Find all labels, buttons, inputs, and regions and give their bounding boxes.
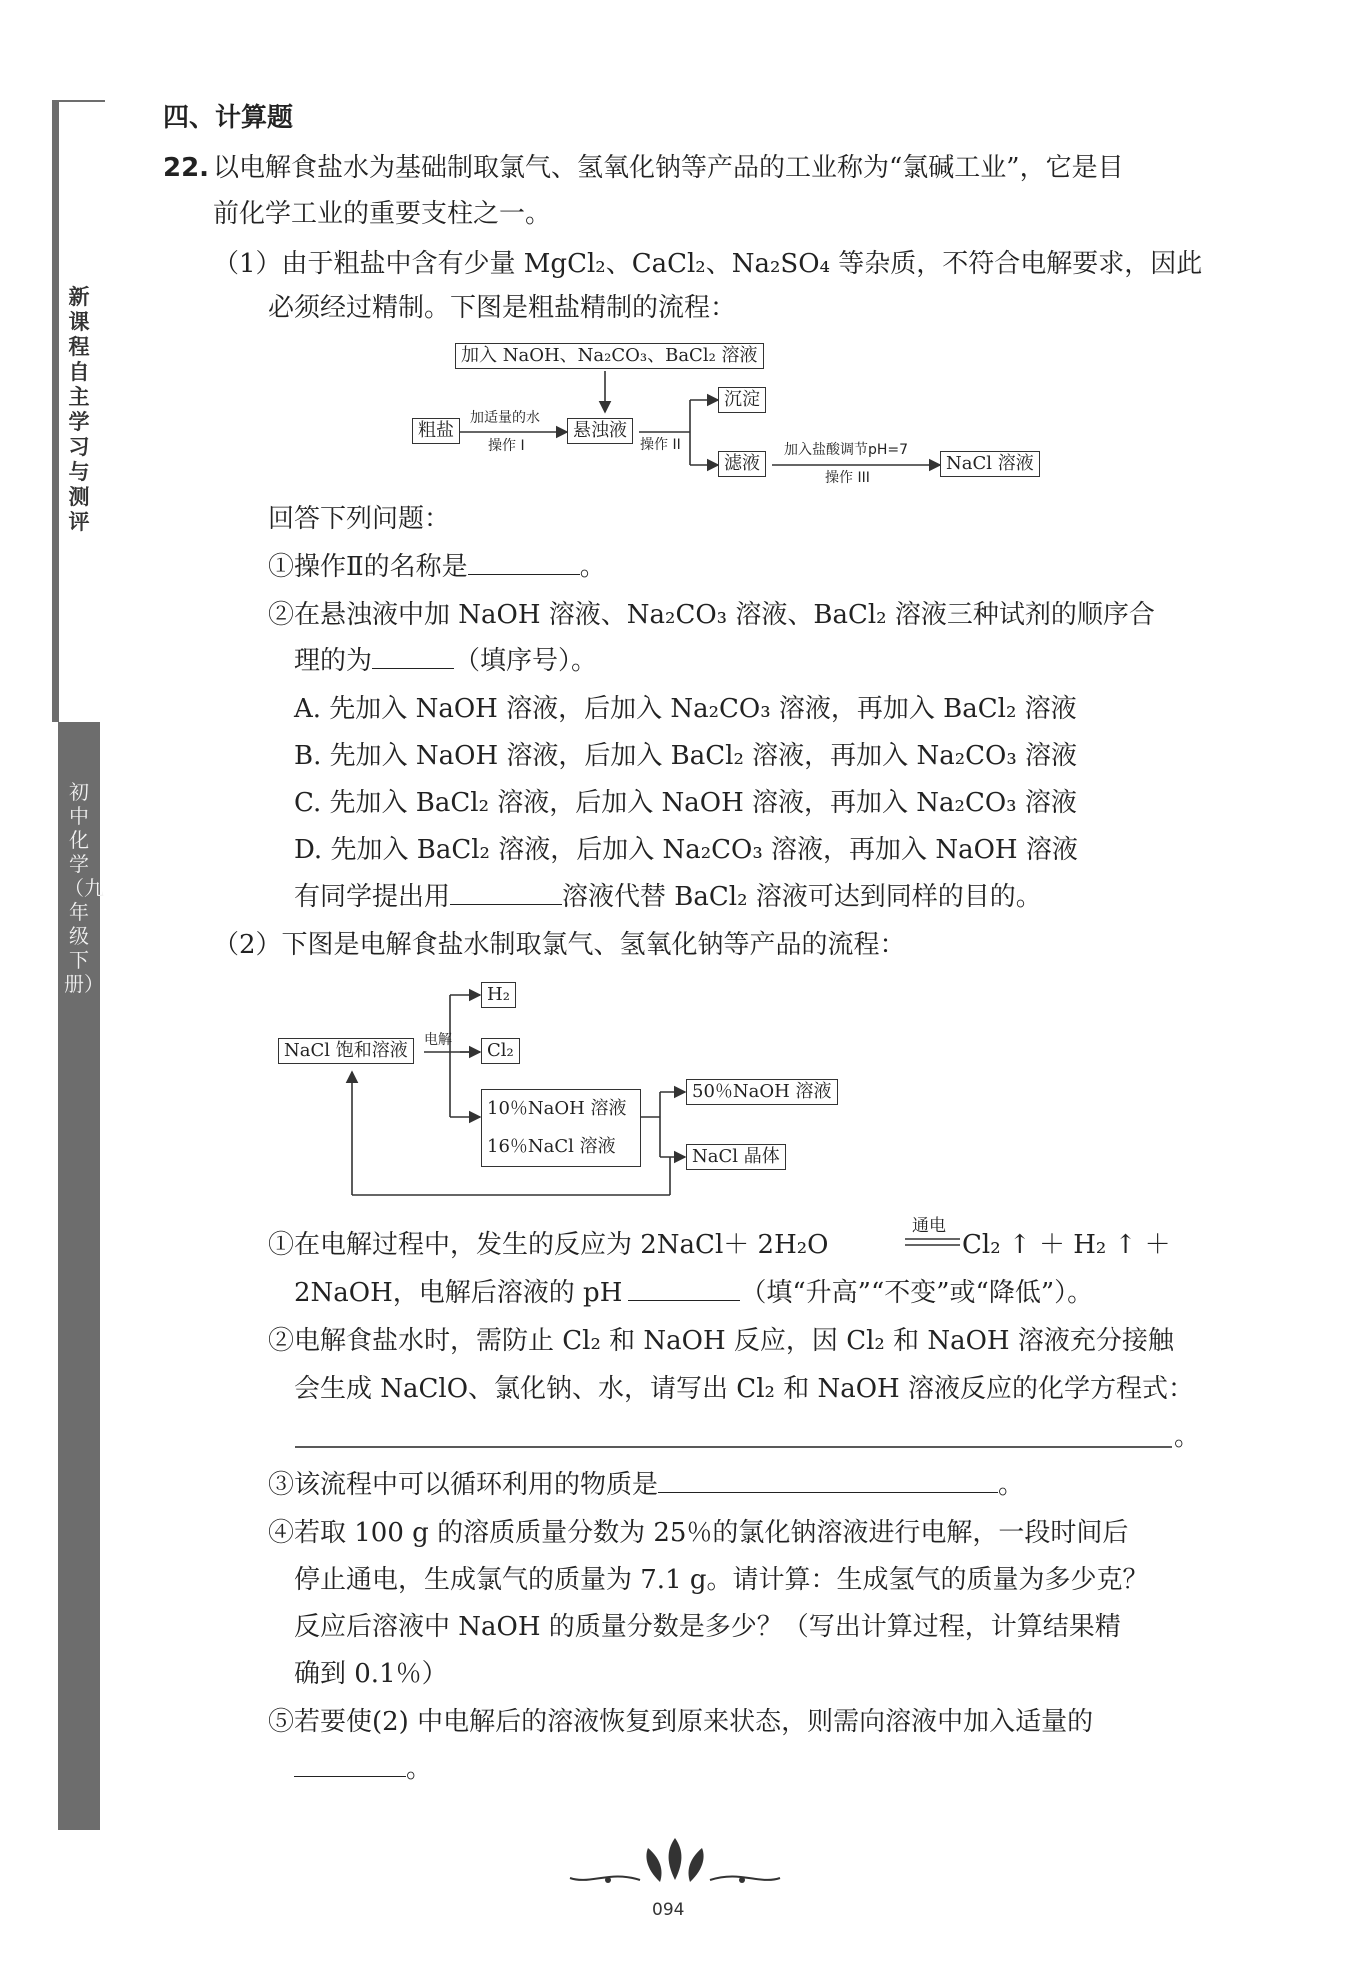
h2-box: H₂ bbox=[481, 982, 516, 1008]
ph-end: （填“升高”“不变”或“降低”）。 bbox=[740, 1278, 1094, 1308]
part1-q2-line1: ②在悬浊液中加 NaOH 溶液、Na₂CO₃ 溶液、BaCl₂ 溶液三种试剂的顺序合 bbox=[268, 600, 1155, 630]
nacl-saturated-box: NaCl 饱和溶液 bbox=[278, 1038, 414, 1064]
answer-blank[interactable] bbox=[658, 1468, 998, 1493]
part1-q1 bbox=[268, 550, 606, 584]
answer-blank[interactable] bbox=[468, 550, 580, 575]
part2-q4-line3: 反应后溶液中 NaOH 的质量分数是多少？（写出计算过程，计算结果精 bbox=[294, 1612, 1121, 1642]
option-a: A. 先加入 NaOH 溶液，后加入 Na₂CO₃ 溶液，再加入 BaCl₂ 溶液 bbox=[294, 694, 1077, 724]
electrolysis-label: 电解 bbox=[424, 1032, 452, 1048]
option-d: D. 先加入 BaCl₂ 溶液，后加入 Na₂CO₃ 溶液，再加入 NaOH 溶液 bbox=[294, 835, 1078, 865]
part2-q2-end: 。 bbox=[1174, 1422, 1201, 1452]
step1-top-label: 加适量的水 bbox=[470, 410, 540, 426]
section-heading: 四、计算题 bbox=[163, 103, 294, 133]
ph-text: 2NaOH，电解后溶液的 pH bbox=[294, 1278, 623, 1308]
alternative-text: 有同学提出用 bbox=[294, 882, 451, 912]
cl2-box: Cl₂ bbox=[481, 1038, 520, 1064]
nacl-crystal-box: NaCl 晶体 bbox=[686, 1144, 786, 1170]
step3-top-label: 加入盐酸调节pH=7 bbox=[784, 442, 909, 458]
part1-q2-end: （填序号）。 bbox=[454, 646, 598, 676]
reagent-box: 加入 NaOH、Na₂CO₃、BaCl₂ 溶液 bbox=[455, 343, 764, 369]
answer-blank[interactable] bbox=[628, 1276, 740, 1301]
precipitate-box: 沉淀 bbox=[718, 387, 766, 413]
filtrate-box: 滤液 bbox=[718, 451, 766, 477]
answer-blank[interactable] bbox=[372, 644, 454, 669]
part1-q1-text: ①操作Ⅱ的名称是 bbox=[268, 552, 468, 582]
part2-q2-line2: 会生成 NaClO、氯化钠、水，请写出 Cl₂ 和 NaOH 溶液反应的化学方程式： bbox=[294, 1374, 1194, 1404]
equation-reactants: ①在电解过程中，发生的反应为 2NaCl＋ 2H₂O bbox=[268, 1230, 829, 1260]
question-number: 22. bbox=[163, 153, 210, 183]
step1-bottom-label: 操作 I bbox=[488, 438, 525, 454]
part2-line-1: （2）下图是电解食盐水制取氯气、氢氧化钠等产品的流程： bbox=[213, 930, 906, 960]
part2-q4-line4: 确到 0.1％） bbox=[294, 1659, 448, 1689]
naoh-50-box: 50％NaOH 溶液 bbox=[686, 1079, 838, 1105]
part1-line-2: 必须经过精制。下图是粗盐精制的流程： bbox=[268, 293, 737, 323]
part2-q5-line1: ⑤若要使(2) 中电解后的溶液恢复到原来状态，则需向溶液中加入适量的 bbox=[268, 1707, 1094, 1737]
option-c: C. 先加入 BaCl₂ 溶液，后加入 NaOH 溶液，再加入 Na₂CO₃ 溶液 bbox=[294, 788, 1077, 818]
crude-salt-box: 粗盐 bbox=[412, 418, 460, 444]
part2-q4-line1: ④若取 100 g 的溶质质量分数为 25％的氯化钠溶液进行电解，一段时间后 bbox=[268, 1518, 1129, 1548]
part1-line-1: （1）由于粗盐中含有少量 MgCl₂、CaCl₂、Na₂SO₄ 等杂质，不符合电解要求，因此 bbox=[213, 249, 1203, 279]
part2-q3 bbox=[268, 1468, 1024, 1502]
equation-products: Cl₂ ↑ ＋ H₂ ↑ ＋ bbox=[962, 1230, 1171, 1260]
step3-bottom-label: 操作 III bbox=[825, 470, 870, 486]
page-number: 094 bbox=[652, 1900, 685, 1920]
part1-q2-line2 bbox=[294, 644, 597, 678]
intro-line-2: 前化学工业的重要支柱之一。 bbox=[213, 199, 552, 229]
part2-q4-line2: 停止通电，生成氯气的质量为 7.1 g。请计算：生成氢气的质量为多少克？ bbox=[294, 1565, 1149, 1595]
nacl-solution-box: NaCl 溶液 bbox=[940, 451, 1040, 477]
course-label: 初中化学（九年级下册） bbox=[64, 780, 104, 996]
part1-q1-end: 。 bbox=[579, 552, 606, 582]
recycle-text: ③该流程中可以循环利用的物质是 bbox=[268, 1470, 659, 1500]
option-b: B. 先加入 NaOH 溶液，后加入 BaCl₂ 溶液，再加入 Na₂CO₃ 溶液 bbox=[294, 741, 1078, 771]
recycle-end: 。 bbox=[998, 1470, 1025, 1500]
part1-alternative bbox=[294, 880, 1042, 914]
mix-line-2: 16％NaCl 溶液 bbox=[487, 1136, 616, 1157]
part1-q2-text: 理的为 bbox=[294, 646, 373, 676]
intro-line-1: 以电解食盐水为基础制取氯气、氢氧化钠等产品的工业称为“氯碱工业”，它是目 bbox=[213, 153, 1124, 183]
part2-q5-end: 。 bbox=[406, 1754, 433, 1784]
answer-blank[interactable] bbox=[450, 880, 562, 905]
part2-q1-line1 bbox=[268, 1228, 829, 1262]
answer-blank[interactable] bbox=[294, 1752, 406, 1777]
book-title: 新课程自主学习与测评 bbox=[68, 285, 90, 534]
part2-q2-line1: ②电解食盐水时，需防止 Cl₂ 和 NaOH 反应，因 Cl₂ 和 NaOH 溶液充分接触 bbox=[268, 1326, 1174, 1356]
step2-label: 操作 II bbox=[640, 437, 681, 453]
part1-prompt: 回答下列问题： bbox=[268, 504, 451, 534]
mix-line-1: 10％NaOH 溶液 bbox=[487, 1098, 627, 1119]
mixed-solution-box bbox=[481, 1089, 641, 1167]
part2-q1-line2 bbox=[294, 1276, 1093, 1310]
suspension-box: 悬浊液 bbox=[567, 418, 633, 444]
equation-condition: 通电 bbox=[912, 1216, 946, 1236]
part2-q5-line2 bbox=[294, 1752, 432, 1786]
alternative-end: 溶液代替 BaCl₂ 溶液可达到同样的目的。 bbox=[562, 882, 1042, 912]
